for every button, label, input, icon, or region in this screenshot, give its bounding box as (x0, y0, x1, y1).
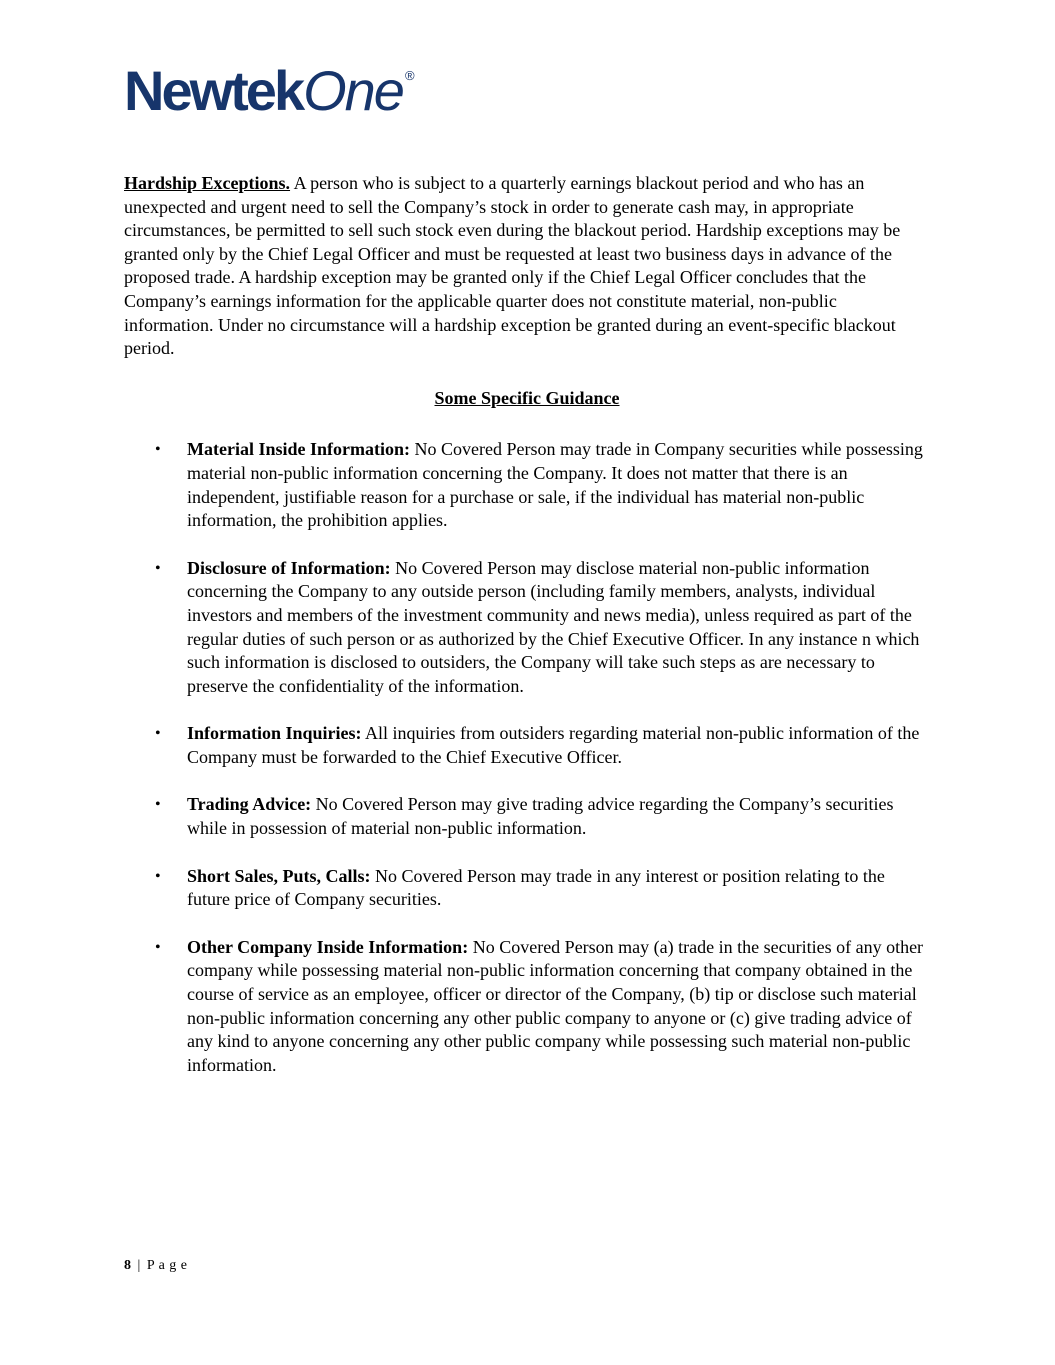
registered-trademark-icon: ® (404, 68, 415, 83)
bullet-short-sales-puts-calls (124, 865, 930, 912)
bullet-icon: • (155, 559, 161, 577)
bullet-icon: • (155, 938, 161, 956)
bullet-lead: Information Inquiries: (187, 723, 362, 744)
bullet-icon: • (155, 725, 161, 743)
hardship-exceptions-text: A person who is subject to a quarterly earnings blackout period and who has an unexpected and urgent need to sell the Company’s stock in order to generate cash may, in appropriate circumstances, be permitted to sell such stock even during the blackout period. Hardship exceptions may be granted only by the Chief Legal Officer and must be requested at least two business days in advance of the proposed trade. A hardship exception may be granted only if the Chief Legal Officer concludes that the Company’s earnings information for the applicable quarter does not constitute material, non-public information. Under no circumstance will a hardship exception be granted during an event-specific blackout period. (124, 173, 901, 359)
section-heading: Some Specific Guidance (434, 387, 620, 408)
footer-page-label: P a g e (146, 1258, 188, 1273)
bullet-text: No Covered Person may (a) trade in the securities of any other company while possessing material non-public information concerning that company obtained in the course of service as an employee, officer or director of the Company, (b) tip or disclose such material non-public information concerning any other public company to anyone or (c) give trading advice of any kind to anyone concerning any other public company while possessing such material non-public information. (187, 936, 924, 1075)
bullet-body (187, 438, 930, 532)
bullet-text: No Covered Person may trade in Company securities while possessing material non-public information concerning the Company. It does not matter that there is an independent, justifiable reason for a purchase or sale, if the individual has material non-public information, the prohibition applies. (187, 439, 923, 531)
hardship-exceptions-paragraph (124, 172, 930, 361)
bullet-lead: Short Sales, Puts, Calls: (187, 865, 371, 886)
bullet-lead: Disclosure of Information: (187, 557, 391, 578)
bullet-body (187, 793, 930, 840)
logo-word-one: One (303, 59, 403, 122)
bullet-text: No Covered Person may trade in any interest or position relating to the future price of Company securities. (187, 865, 885, 910)
bullet-text: No Covered Person may give trading advice regarding the Company’s securities while in possession of material non-public information. (187, 794, 894, 839)
logo-word-newtek: Newtek (124, 59, 303, 122)
footer-page-number: 8 (124, 1258, 132, 1273)
bullet-other-company-inside-information (124, 936, 930, 1078)
bullet-trading-advice (124, 793, 930, 840)
bullet-icon: • (155, 867, 161, 885)
page-footer (124, 1258, 188, 1274)
bullet-lead: Material Inside Information: (187, 439, 410, 460)
newtekone-logo (124, 58, 930, 126)
bullet-body (187, 865, 930, 912)
hardship-exceptions-lead: Hardship Exceptions. (124, 173, 291, 193)
bullet-lead: Other Company Inside Information: (187, 936, 469, 957)
footer-separator: | (137, 1258, 141, 1273)
bullet-material-inside-information (124, 438, 930, 532)
bullet-text: No Covered Person may disclose material non-public information concerning the Company to any outside person (including family members, analysts, individual investors and members of the investment community and news media), unless required as part of the regular duties of such person or as authorized by the Chief Executive Officer. In any instance n which such information is disclosed to outsiders, the Company will take such steps as are necessary to preserve the confidentiality of the information. (187, 557, 920, 696)
bullet-body (187, 557, 930, 699)
bullet-information-inquiries (124, 722, 930, 769)
bullet-body (187, 936, 930, 1078)
bullet-disclosure-of-information (124, 557, 930, 699)
bullet-body (187, 722, 930, 769)
bullet-lead: Trading Advice: (187, 794, 312, 815)
bullet-text: All inquiries from outsiders regarding material non-public information of the Company must be forwarded to the Chief Executive Officer. (187, 723, 920, 767)
document-body (124, 172, 930, 1077)
bullet-icon: • (155, 441, 161, 459)
bullet-icon: • (155, 796, 161, 814)
guidance-bullet-list (124, 438, 930, 1077)
